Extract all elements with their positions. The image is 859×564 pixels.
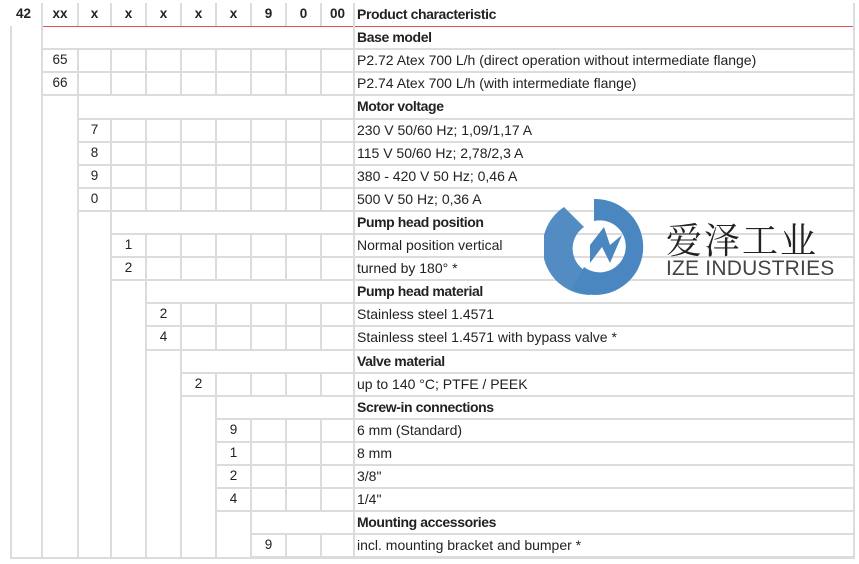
grid-line <box>10 26 12 557</box>
grid-line <box>320 188 322 211</box>
option-code: 8 <box>90 144 99 160</box>
grid-line <box>353 188 355 211</box>
grid-line <box>250 49 252 72</box>
grid-line <box>285 303 287 326</box>
grid-line <box>181 395 853 397</box>
grid-line <box>77 72 79 95</box>
grid-line <box>145 280 147 557</box>
grid-line <box>320 465 322 488</box>
header-code-0: 42 <box>15 6 32 21</box>
grid-line <box>145 142 147 165</box>
grid-line <box>215 142 217 165</box>
grid-line <box>353 142 355 165</box>
header-rule <box>42 26 853 27</box>
grid-line <box>250 419 252 442</box>
option-code: 2 <box>229 468 238 483</box>
grid-line <box>285 373 287 396</box>
grid-line <box>145 165 147 188</box>
option-code: 1 <box>229 444 238 460</box>
option-label: P2.74 Atex 700 L/h (with intermediate flange) <box>357 75 637 92</box>
grid-line <box>353 511 355 534</box>
watermark-chinese: 爱泽工业 <box>666 221 819 262</box>
grid-line <box>285 534 287 557</box>
grid-line <box>320 442 322 465</box>
grid-line <box>353 534 355 557</box>
grid-line <box>145 72 147 95</box>
option-code: 2 <box>124 260 133 276</box>
option-code: 9 <box>90 167 99 183</box>
grid-line <box>320 3 322 26</box>
grid-line <box>353 49 355 72</box>
grid-line <box>215 188 217 211</box>
section-title: Mounting accessories <box>357 514 497 531</box>
grid-line <box>77 3 79 26</box>
grid-line <box>320 234 322 257</box>
grid-line <box>250 3 252 26</box>
grid-line <box>110 211 112 558</box>
grid-line <box>320 326 322 349</box>
grid-line <box>285 142 287 165</box>
grid-line <box>320 142 322 165</box>
grid-line <box>215 396 217 558</box>
option-label: 6 mm (Standard) <box>357 421 463 438</box>
grid-line <box>215 303 217 326</box>
grid-line <box>250 303 252 326</box>
grid-line <box>41 26 43 557</box>
grid-line <box>285 119 287 142</box>
grid-line <box>353 257 355 280</box>
grid-line <box>353 465 355 488</box>
grid-line <box>216 464 853 466</box>
grid-line <box>180 188 182 211</box>
option-code: 1 <box>124 237 133 252</box>
grid-line <box>320 72 322 95</box>
grid-line <box>250 257 252 280</box>
header-code-7: 9 <box>264 6 273 21</box>
grid-line <box>320 419 322 442</box>
grid-line <box>353 488 355 511</box>
header-code-6: x <box>229 6 238 21</box>
grid-line <box>353 442 355 465</box>
grid-line <box>250 442 252 465</box>
grid-line <box>250 119 252 142</box>
grid-line <box>216 418 853 420</box>
grid-line <box>285 257 287 280</box>
option-code: 0 <box>90 190 99 206</box>
option-label: Stainless steel 1.4571 with bypass valve * <box>357 329 617 346</box>
grid-line <box>77 49 79 72</box>
grid-line <box>285 442 287 465</box>
grid-line <box>42 94 853 96</box>
grid-line <box>250 234 252 257</box>
grid-line <box>285 488 287 511</box>
grid-line <box>216 441 853 443</box>
grid-line <box>353 326 355 349</box>
grid-line <box>180 326 182 349</box>
grid-line <box>353 95 355 118</box>
section-title: Pump head position <box>357 213 484 230</box>
header-code-5: x <box>194 6 203 21</box>
grid-line <box>215 234 217 257</box>
grid-line <box>145 188 147 211</box>
grid-line <box>215 165 217 188</box>
grid-line <box>180 350 182 558</box>
grid-line <box>250 465 252 488</box>
grid-line <box>285 72 287 95</box>
option-label: 230 V 50/60 Hz; 1,09/1,17 A <box>357 121 533 138</box>
option-label: 1/4" <box>357 491 382 508</box>
grid-line <box>250 511 252 557</box>
option-code: 9 <box>229 421 238 437</box>
header-code-2: x <box>90 6 99 21</box>
option-label: 8 mm <box>357 444 392 461</box>
grid-line <box>285 188 287 211</box>
grid-line <box>353 280 355 303</box>
grid-line <box>215 257 217 280</box>
option-code: 7 <box>90 121 99 137</box>
grid-line <box>320 534 322 557</box>
grid-line <box>353 3 355 26</box>
grid-line <box>145 3 147 26</box>
section-title: Valve material <box>357 352 445 369</box>
grid-line <box>353 119 355 142</box>
grid-line <box>110 119 112 142</box>
grid-line <box>145 257 147 280</box>
option-code: 66 <box>52 75 68 91</box>
option-code: 9 <box>264 537 273 553</box>
grid-line <box>353 396 355 419</box>
header-code-8: 0 <box>299 6 308 21</box>
grid-line <box>320 49 322 72</box>
grid-line <box>853 3 855 557</box>
grid-line <box>110 72 112 95</box>
header-code-3: x <box>124 6 133 21</box>
option-label: 3/8" <box>357 468 382 484</box>
section-title: Screw-in connections <box>357 398 494 415</box>
option-label: 115 V 50/60 Hz; 2,78/2,3 A <box>357 144 524 161</box>
grid-line <box>250 165 252 188</box>
option-code: 4 <box>229 491 238 507</box>
section-title: Motor voltage <box>357 98 444 115</box>
grid-line <box>180 72 182 95</box>
option-label: 500 V 50 Hz; 0,36 A <box>357 190 482 207</box>
option-label: Normal position vertical <box>357 237 503 253</box>
grid-line <box>320 488 322 511</box>
grid-line <box>216 510 853 512</box>
grid-line <box>353 373 355 396</box>
grid-line <box>353 419 355 442</box>
grid-line <box>180 234 182 257</box>
grid-line <box>250 142 252 165</box>
grid-line <box>145 234 147 257</box>
option-label: Stainless steel 1.4571 <box>357 306 494 323</box>
grid-line <box>320 257 322 280</box>
grid-line <box>110 165 112 188</box>
grid-line <box>353 26 355 49</box>
grid-line <box>353 303 355 326</box>
grid-line <box>110 3 112 26</box>
grid-line <box>285 465 287 488</box>
option-label: turned by 180° * <box>357 260 458 277</box>
grid-line <box>145 49 147 72</box>
grid-line <box>180 3 182 26</box>
grid-line <box>353 72 355 95</box>
option-code: 4 <box>159 329 168 345</box>
grid-line <box>77 95 79 557</box>
grid-line <box>285 3 287 26</box>
grid-line <box>146 302 853 304</box>
grid-line <box>41 3 43 26</box>
grid-line <box>215 326 217 349</box>
grid-line <box>250 326 252 349</box>
grid-line <box>320 373 322 396</box>
watermark-english: IZE INDUSTRIES <box>666 257 835 280</box>
grid-line <box>215 119 217 142</box>
grid-line <box>353 165 355 188</box>
header-title: Product characteristic <box>357 6 497 22</box>
grid-line <box>320 303 322 326</box>
grid-line <box>353 350 355 373</box>
grid-line <box>215 373 217 396</box>
option-label: 380 - 420 V 50 Hz; 0,46 A <box>357 167 518 184</box>
grid-line <box>215 72 217 95</box>
option-label: P2.72 Atex 700 L/h (direct operation without intermediate flange) <box>357 52 757 69</box>
grid-line <box>215 49 217 72</box>
section-title: Base model <box>357 29 432 46</box>
grid-line <box>180 303 182 326</box>
grid-line <box>320 119 322 142</box>
header-code-4: x <box>159 6 168 21</box>
grid-line <box>215 3 217 26</box>
grid-line <box>250 488 252 511</box>
grid-line <box>216 487 853 489</box>
grid-line <box>180 142 182 165</box>
grid-line <box>285 326 287 349</box>
grid-line <box>285 234 287 257</box>
option-code: 2 <box>159 306 168 322</box>
grid-line <box>110 188 112 211</box>
grid-line <box>353 211 355 234</box>
grid-line <box>353 234 355 257</box>
grid-line <box>180 119 182 142</box>
header-code-9: 00 <box>329 6 346 21</box>
grid-line <box>110 49 112 72</box>
grid-line <box>180 165 182 188</box>
grid-line <box>145 119 147 142</box>
option-label: incl. mounting bracket and bumper * <box>357 537 582 554</box>
section-title: Pump head material <box>357 283 483 300</box>
grid-line <box>320 165 322 188</box>
grid-line <box>146 349 853 351</box>
option-code: 65 <box>52 52 68 68</box>
grid-line <box>285 49 287 72</box>
grid-line <box>250 72 252 95</box>
grid-line <box>110 142 112 165</box>
ize-logo-icon <box>544 197 664 297</box>
grid-line <box>10 557 855 559</box>
option-code: 2 <box>194 375 203 391</box>
option-label: up to 140 °C; PTFE / PEEK <box>357 375 528 392</box>
grid-line <box>180 49 182 72</box>
header-code-1: xx <box>52 6 68 21</box>
grid-line <box>285 419 287 442</box>
grid-line <box>285 165 287 188</box>
grid-line <box>250 188 252 211</box>
grid-line <box>250 373 252 396</box>
grid-line <box>180 257 182 280</box>
